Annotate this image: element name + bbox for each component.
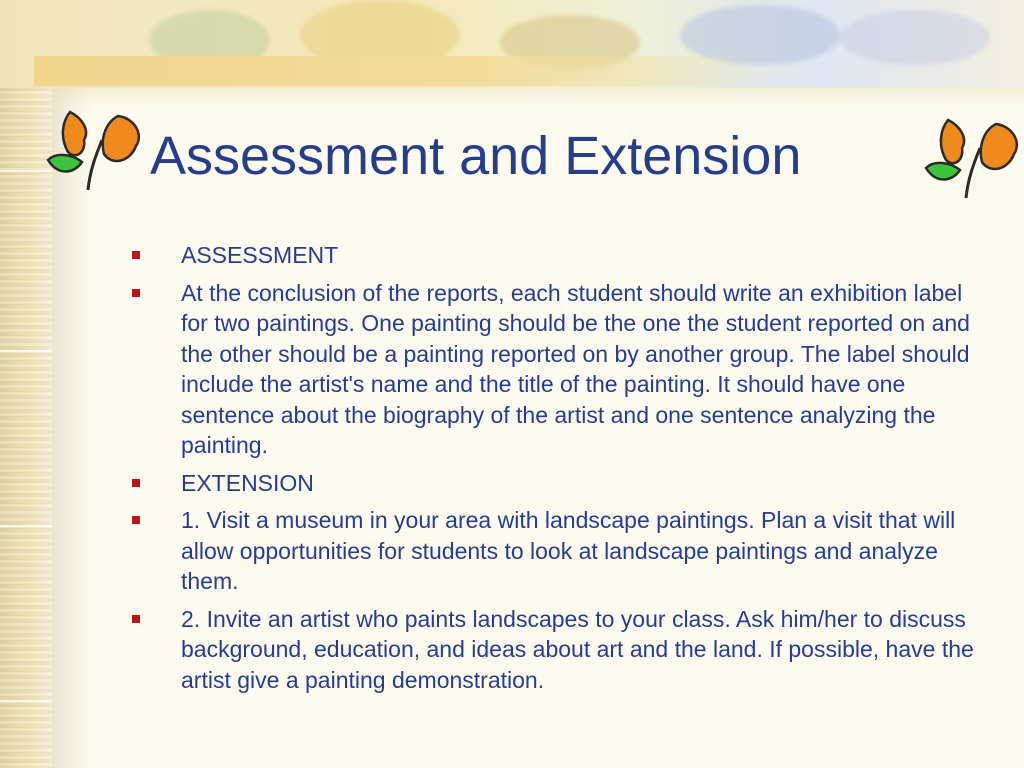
banner-texture xyxy=(840,10,990,65)
list-item-text: 2. Invite an artist who paints landscapes to your class. Ask him/her to discuss background, education, and ideas about art and the land. If possible, have the artist give a painting demonstration. xyxy=(181,605,974,693)
strip-seam xyxy=(0,525,52,527)
strip-seam xyxy=(0,350,52,352)
banner-band xyxy=(34,56,764,86)
square-bullet-icon xyxy=(132,251,140,259)
square-bullet-icon xyxy=(132,479,140,487)
strip-seam xyxy=(0,700,52,702)
list-item-text: At the conclusion of the reports, each student should write an exhibition label for two paintings. One painting should be the one the student reported on and the other should be a painting reported on by another group. The label should include the artist's name and the title of the painting. It should have one sentence about the biography of the artist and one sentence analyzing the painting. xyxy=(181,279,970,458)
list-item xyxy=(130,278,990,461)
list-item xyxy=(130,240,990,271)
list-item-text: EXTENSION xyxy=(181,469,314,496)
autumn-leaves-icon xyxy=(918,108,1024,203)
square-bullet-icon xyxy=(132,289,140,297)
bullet-list xyxy=(130,240,990,702)
list-item xyxy=(130,505,990,597)
background-top-fade xyxy=(52,88,1024,108)
list-item-text: 1. Visit a museum in your area with landscape paintings. Plan a visit that will allow opportunities for students to look at landscape paintings and analyze them. xyxy=(181,507,956,594)
list-item xyxy=(130,468,990,499)
slide-title: Assessment and Extension xyxy=(150,126,802,186)
square-bullet-icon xyxy=(132,516,140,524)
list-item-text: ASSESSMENT xyxy=(181,242,339,268)
list-item xyxy=(130,604,990,696)
square-bullet-icon xyxy=(132,615,140,623)
background-top-banner xyxy=(0,0,1024,88)
autumn-leaves-icon xyxy=(40,100,150,195)
